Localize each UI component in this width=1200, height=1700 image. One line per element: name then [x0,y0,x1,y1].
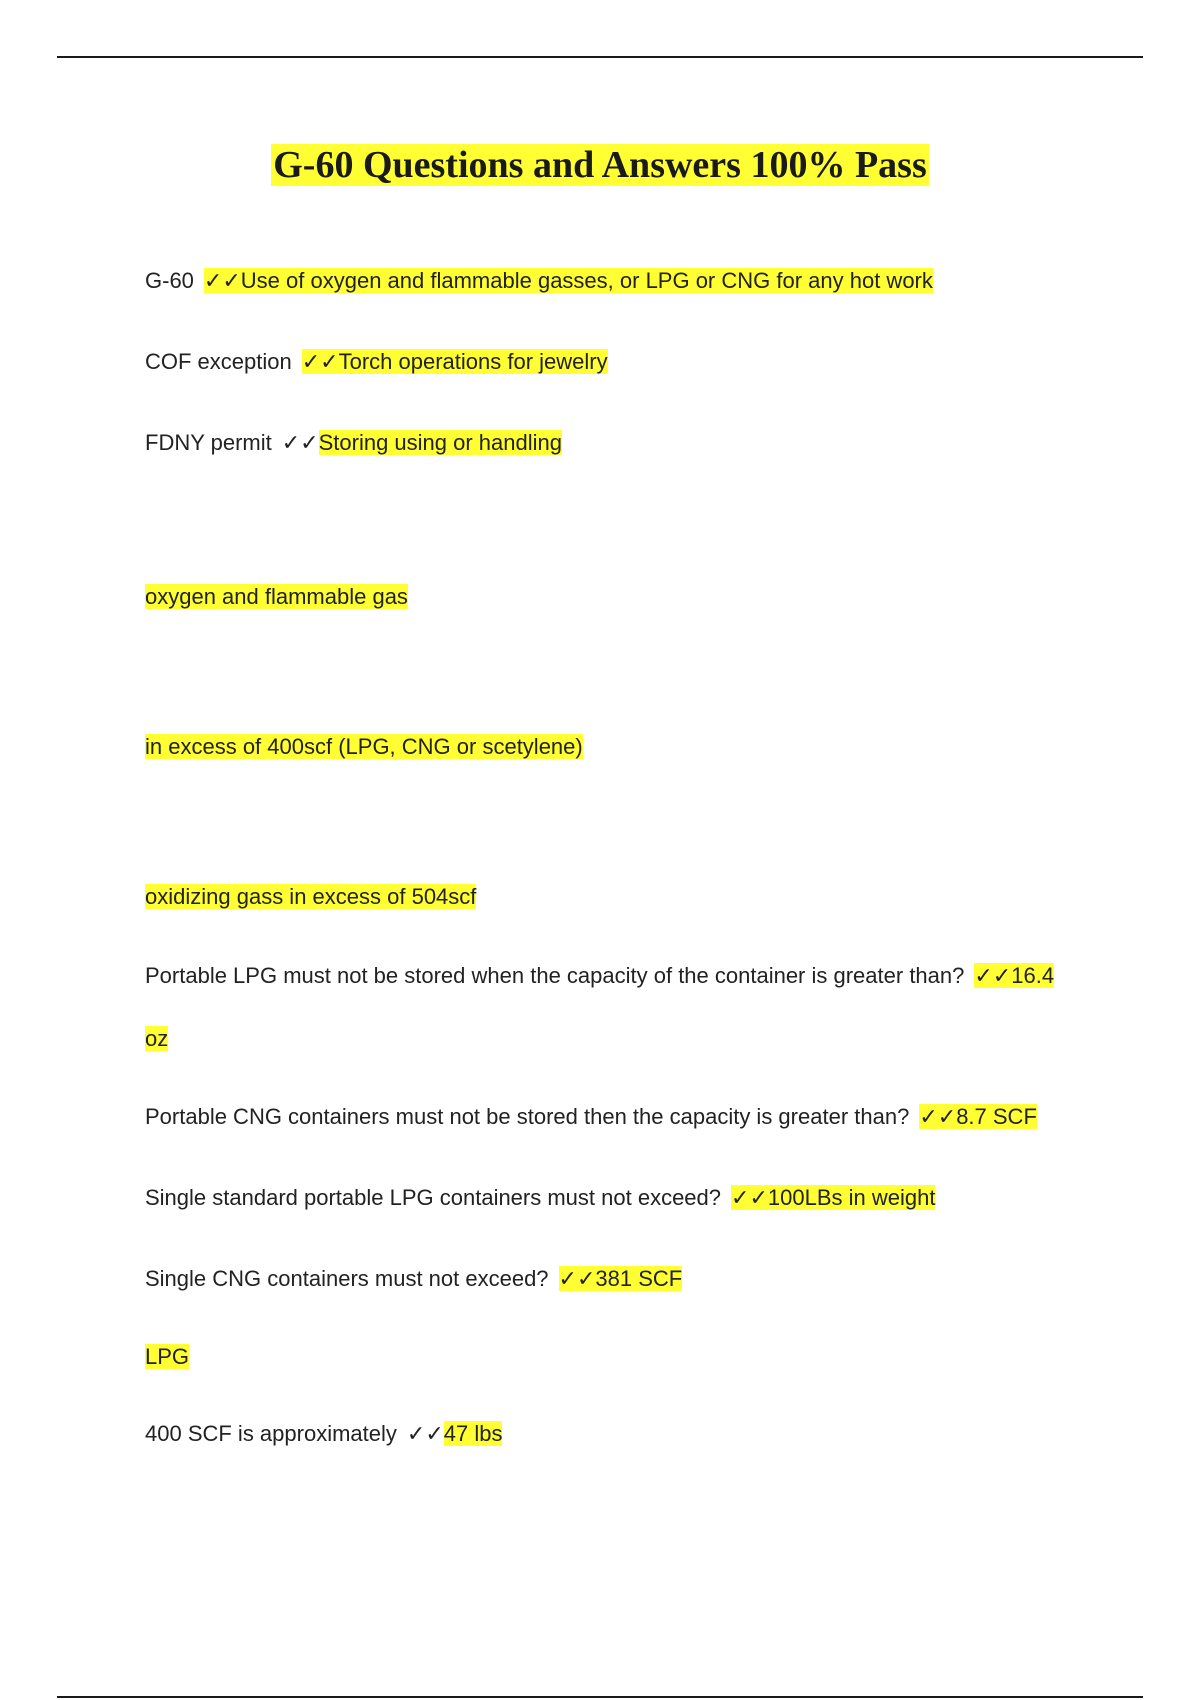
top-rule [57,56,1143,58]
answer-highlight [302,349,608,374]
answer-text: Torch operations for jewelry [338,349,608,374]
double-check-icon: ✓✓ [919,1104,957,1129]
double-check-icon: ✓✓ [301,349,339,374]
question-text: COF exception [145,349,292,374]
answer-highlight [559,1266,683,1291]
answer-highlight [919,1104,1037,1129]
question-text: G-60 [145,268,194,293]
answer-highlight [731,1185,935,1210]
answer-text: 47 lbs [443,1421,503,1446]
answer-continuation [145,1342,189,1372]
question-text: FDNY permit [145,430,272,455]
qa-line [145,1264,682,1294]
double-check-icon: ✓✓ [974,963,1012,988]
qa-line [145,428,562,458]
question-text: Portable LPG must not be stored when the capacity of the container is greater than? [145,963,965,988]
question-text: Single CNG containers must not exceed? [145,1266,549,1291]
answer-continuation [145,732,583,762]
qa-line [145,961,1054,991]
answer-text: oxidizing gass in excess of 504scf [145,884,477,909]
answer-text: 381 SCF [595,1266,683,1291]
double-check-icon: ✓✓ [558,1266,596,1291]
qa-line [145,266,933,296]
bottom-rule [57,1696,1143,1698]
answer-text: LPG [145,1344,190,1369]
answer-text: Storing using or handling [318,430,562,455]
double-check-icon: ✓✓ [203,268,241,293]
answer-highlight [974,963,1054,988]
double-check-icon: ✓✓ [406,1421,444,1446]
answer-highlight [204,268,933,293]
answer-continuation [145,1024,168,1054]
answer-continuation [145,582,408,612]
qa-line [145,1183,935,1213]
answer-text: 16.4 [1011,963,1055,988]
page-title: G-60 Questions and Answers 100% Pass [273,144,927,186]
answer-text: in excess of 400scf (LPG, CNG or scetylene) [145,734,583,759]
answer-text: oxygen and flammable gas [145,584,408,609]
double-check-icon: ✓✓ [731,1185,768,1210]
qa-line [145,1419,502,1449]
answer-text: 8.7 SCF [956,1104,1037,1129]
answer-text: Use of oxygen and flammable gasses, or LPG or CNG for any hot work [240,268,933,293]
qa-line [145,347,608,377]
answer-continuation [145,882,476,912]
answer-text: 100LBs in weight [767,1185,936,1210]
answer-text: oz [145,1026,169,1051]
question-text: 400 SCF is approximately [145,1421,397,1446]
double-check-icon: ✓✓ [281,430,319,455]
question-text: Portable CNG containers must not be stored then the capacity is greater than? [145,1104,910,1129]
question-text: Single standard portable LPG containers must not exceed? [145,1185,722,1210]
qa-line [145,1102,1037,1132]
